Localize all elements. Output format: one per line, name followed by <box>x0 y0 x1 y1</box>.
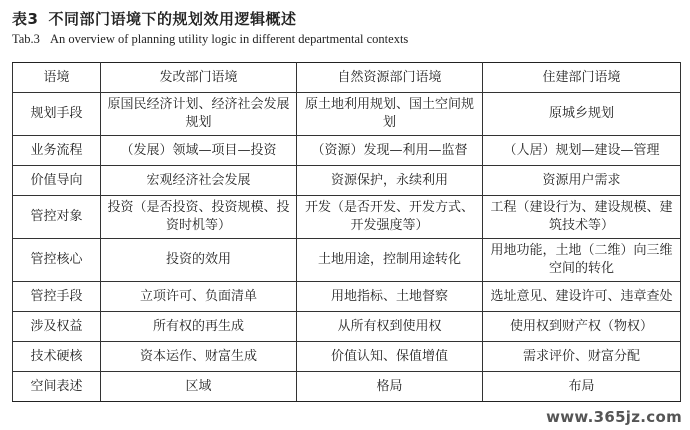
row-label: 涉及权益 <box>13 312 101 342</box>
table-cell: 原土地利用规划、国土空间规划 <box>297 93 483 136</box>
row-label: 价值导向 <box>13 166 101 196</box>
header-ndrc-context: 发改部门语境 <box>101 63 297 93</box>
table-row <box>13 282 681 312</box>
row-label: 管控对象 <box>13 196 101 239</box>
table-number-zh: 表3 <box>12 10 39 28</box>
table-cell: （资源）发现—利用—监督 <box>297 136 483 166</box>
row-label: 管控手段 <box>13 282 101 312</box>
table-row <box>13 372 681 402</box>
table-cell: （发展）领域—项目—投资 <box>101 136 297 166</box>
row-label: 业务流程 <box>13 136 101 166</box>
table-cell: 原城乡规划 <box>483 93 681 136</box>
table-cell: 资源保护，永续利用 <box>297 166 483 196</box>
table-cell: 格局 <box>297 372 483 402</box>
site-watermark: www.365jz.com <box>546 408 682 426</box>
table-row <box>13 342 681 372</box>
row-label: 规划手段 <box>13 93 101 136</box>
table-row <box>13 196 681 239</box>
table-cell: 布局 <box>483 372 681 402</box>
table-cell: 从所有权到使用权 <box>297 312 483 342</box>
table-cell: 需求评价、财富分配 <box>483 342 681 372</box>
header-natural-resources-context: 自然资源部门语境 <box>297 63 483 93</box>
table-cell: 资本运作、财富生成 <box>101 342 297 372</box>
table-cell: 土地用途，控制用途转化 <box>297 239 483 282</box>
table-cell: 投资的效用 <box>101 239 297 282</box>
table-title-en: An overview of planning utility logic in different departmental contexts <box>49 32 409 46</box>
table-cell: 原国民经济计划、经济社会发展规划 <box>101 93 297 136</box>
table-cell: 立项许可、负面清单 <box>101 282 297 312</box>
table-cell: （人居）规划—建设—管理 <box>483 136 681 166</box>
table-cell: 投资（是否投资、投资规模、投资时机等） <box>101 196 297 239</box>
utility-logic-table <box>12 62 681 402</box>
table-row <box>13 312 681 342</box>
table-cell: 选址意见、建设许可、违章查处 <box>483 282 681 312</box>
table-cell: 用地指标、土地督察 <box>297 282 483 312</box>
table-caption-en <box>12 32 408 47</box>
table-cell: 工程（建设行为、建设规模、建筑技术等） <box>483 196 681 239</box>
table-cell: 用地功能，土地（二维）向三维空间的转化 <box>483 239 681 282</box>
table-row <box>13 136 681 166</box>
table-caption-zh <box>12 8 296 29</box>
table-row <box>13 93 681 136</box>
table-cell: 开发（是否开发、开发方式、开发强度等） <box>297 196 483 239</box>
table-cell: 资源用户需求 <box>483 166 681 196</box>
table-title-zh: 不同部门语境下的规划效用逻辑概述 <box>48 10 297 28</box>
table-cell: 宏观经济社会发展 <box>101 166 297 196</box>
table-row <box>13 239 681 282</box>
header-housing-construction-context: 住建部门语境 <box>483 63 681 93</box>
row-label: 管控核心 <box>13 239 101 282</box>
header-context: 语境 <box>13 63 101 93</box>
row-label: 技术硬核 <box>13 342 101 372</box>
table-row <box>13 166 681 196</box>
table-cell: 区域 <box>101 372 297 402</box>
table-number-en: Tab.3 <box>12 32 40 46</box>
table-cell: 价值认知、保值增值 <box>297 342 483 372</box>
table-header-row <box>13 63 681 93</box>
table-cell: 所有权的再生成 <box>101 312 297 342</box>
table-cell: 使用权到财产权（物权） <box>483 312 681 342</box>
row-label: 空间表述 <box>13 372 101 402</box>
